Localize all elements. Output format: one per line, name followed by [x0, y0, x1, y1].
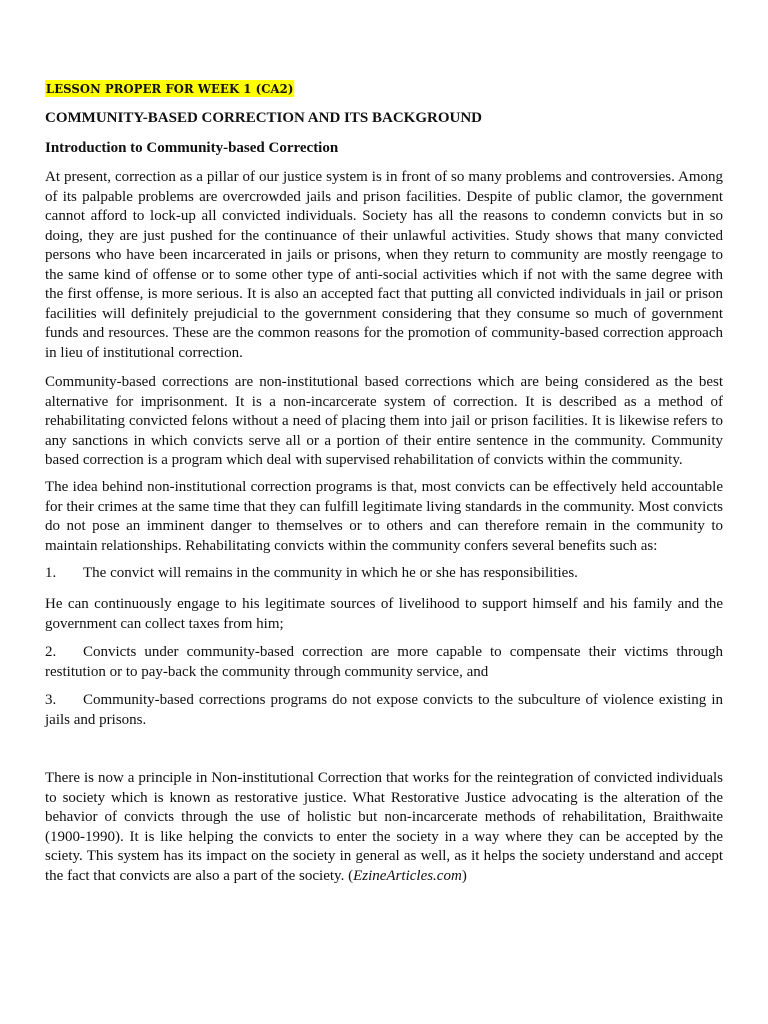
- lesson-label-highlighted: LESSON PROPER FOR WEEK 1 (CA2): [45, 81, 294, 96]
- section-heading: Introduction to Community-based Correction: [45, 140, 339, 156]
- paragraph-definition: Community-based corrections are non-institutional based corrections which are being considered as the best alternative for imprisonment. It is a non-incarcerate system of correction. It is described as a method of rehabilitating convicted felons without a need of placing them into jail or prison facilities. It is likewise refers to any sanctions in which convicts serve all or a portion of their entire sentence in the community. Community based correction is a program which deal with supervised rehabilitation of convicts within the community.: [45, 374, 723, 468]
- list-item-3: [45, 691, 723, 730]
- list-item-1: [45, 564, 723, 584]
- paragraph-livelihood: He can continuously engage to his legitimate sources of livelihood to support himself and his family and the government can collect taxes from him;: [45, 596, 723, 632]
- citation-source: EzineArticles.com: [353, 867, 462, 884]
- list-text: The convict will remains in the community in which he or she has responsibilities.: [83, 565, 578, 581]
- list-text: Community-based corrections programs do not expose convicts to the subculture of violence existing in jails and prisons.: [45, 692, 723, 728]
- list-number: 2.: [45, 644, 57, 660]
- paragraph-restorative-justice: [45, 769, 723, 886]
- document-title: COMMUNITY-BASED CORRECTION AND ITS BACKGROUND: [45, 110, 482, 126]
- closing-suffix: ): [461, 867, 467, 884]
- list-text: Convicts under community-based correction are more capable to compensate their victims through restitution or to pay-back the community through community service, and: [45, 644, 723, 680]
- list-number: 1.: [45, 565, 57, 581]
- list-item-2: [45, 643, 723, 682]
- paragraph-idea: The idea behind non-institutional correction programs is that, most convicts can be effectively held accountable for their crimes at the same time that they can fulfill legitimate living standards in the community. Most convicts do not pose an imminent danger to themselves or to others and can therefore remain in the community to maintain relationships. Rehabilitating convicts within the community confers several benefits such as:: [45, 479, 723, 554]
- closing-text: There is now a principle in Non-institutional Correction that works for the reintegration of convicted individuals to society which is known as restorative justice. What Restorative Justice advocating is the alteration of the behavior of convicts through the use of holistic but non-incarcerate methods of rehabilitation, Braithwaite (1900-1990). It is like helping the convicts to enter the society in a way where they can be accepted by the sciety. This system has its impact on the society in general as well, as it helps the society understand and accept the fact that convicts are also a part of the society. (: [45, 770, 723, 884]
- list-number: 3.: [45, 692, 57, 708]
- paragraph-intro: At present, correction as a pillar of our justice system is in front of so many problems and controversies. Among of its palpable problems are overcrowded jails and prison facilities. Despite of public clamor, the government cannot afford to lock-up all convicted individuals. Society has all the reasons to condemn convicts but in so doing, they are just pushed for the continuance of their unlawful activities. Study shows that many convicted persons who have been incarcerated in jails or prisons, when they return to community are mostly reengage to the same kind of offense or to some other type of anti-social activities which if not with the same degree with the first offense, is more serious. It is also an accepted fact that putting all convicted individuals in jail or prison facilities will definitely prejudicial to the government considering that they consume so much of government funds and resources. These are the common reasons for the promotion of community-based correction approach in lieu of institutional correction.: [45, 169, 723, 361]
